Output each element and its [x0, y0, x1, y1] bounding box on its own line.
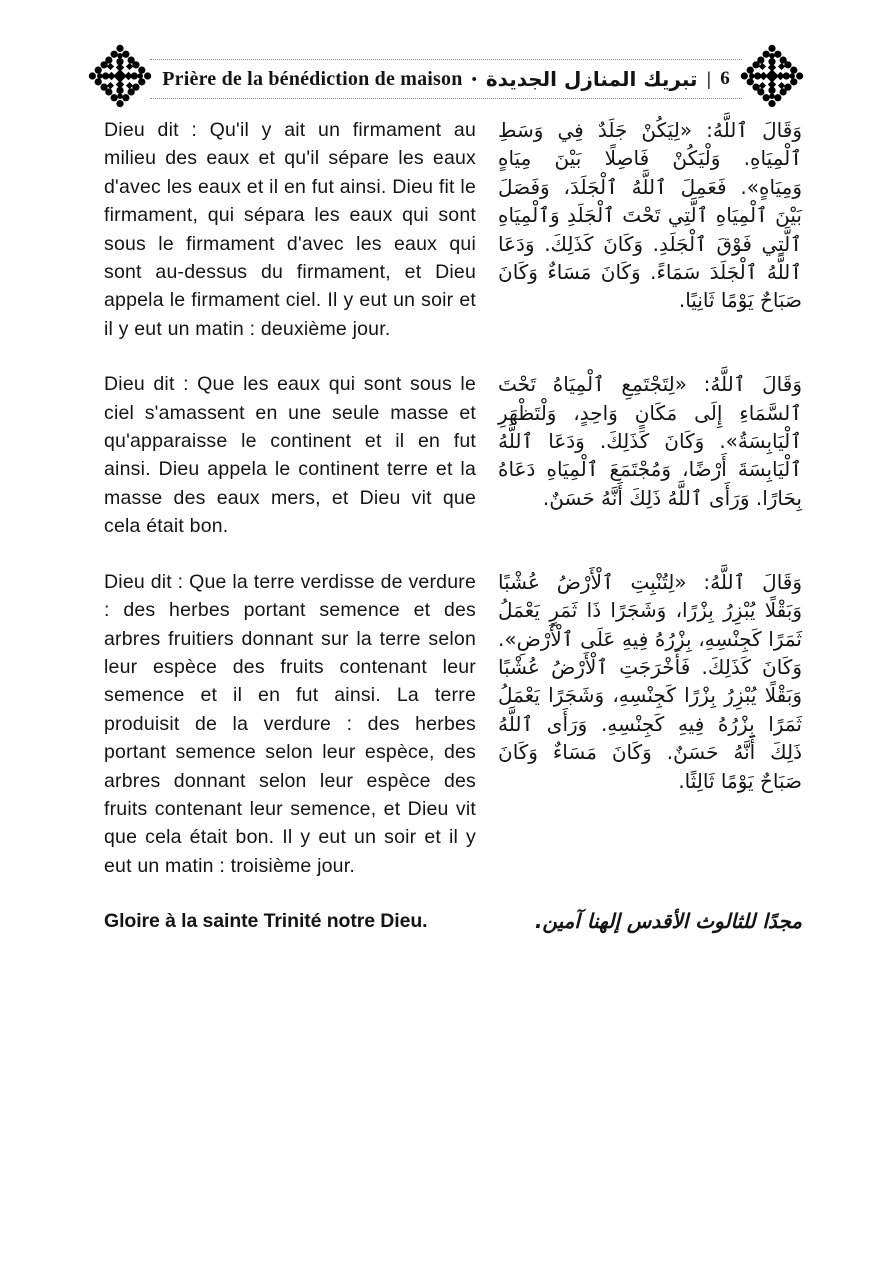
arabic-paragraph: وَقَالَ ٱللَّهُ: «لِتُنْبِتِ ٱلْأَرْضُ عُشْبًا وَبَقْلًا يُبْزِرُ بِزْرًا، وَشَجَرًا ذَا ثَمَرٍ يَعْمَلُ ثَمَرًا كَجِنْسِهِ، بِزْرُهُ فِيهِ عَلَى ٱلْأَرْضِ». وَكَانَ كَذَلِكَ. فَأَخْرَجَتِ ٱلْأَرْضُ عُشْبًا وَبَقْلًا يُبْزِرُ بِزْرًا كَجِنْسِهِ، وَشَجَرًا يَعْمَلُ ثَمَرًا بِزْرُهُ فِيهِ كَجِنْسِهِ. وَرَأَى ٱللَّهُ ذَلِكَ أَنَّهُ حَسَنٌ. وَكَانَ مَسَاءٌ وَكَانَ صَبَاحٌ يَوْمًا ثَالِثًا. — [498, 569, 802, 793]
bullet-separator-icon: • — [471, 70, 477, 88]
cross-rosette-ornament-icon — [738, 42, 806, 110]
header-title-french: Prière de la bénédiction de maison — [162, 67, 463, 90]
french-paragraph: Dieu dit : Que la terre verdisse de verdure : des herbes portant semence et des arbres fruitiers donnant sur la terre selon leur espèce des fruits contenant leur semence et il en fut ainsi. La terre produisit de la verdure : des herbes portant semence selon leur espèce, des arbres donnant selon leur espèce des fruits contenant leur semence, et Dieu vit que cela était bon. Il y eut un soir et il y eut un matin : troisième jour. — [104, 570, 476, 877]
arabic-paragraph: وَقَالَ ٱللَّهُ: «لِتَجْتَمِعِ ٱلْمِيَاهُ تَحْتَ ٱلسَّمَاءِ إِلَى مَكَانٍ وَاحِدٍ، وَلْتَظْهَرِ ٱلْيَابِسَةُ». وَكَانَ كَذَلِكَ. وَدَعَا ٱللَّهُ ٱلْيَابِسَةَ أَرْضًا، وَمُجْتَمَعَ ٱلْمِيَاهِ دَعَاهُ بِحَارًا. وَرَأَى ٱللَّهُ ذَلِكَ أَنَّهُ حَسَنٌ. — [498, 372, 802, 510]
doxology-arabic: مجدًا للثالوث الأقدس إلهنا آمين. — [534, 909, 802, 934]
french-paragraph: Dieu dit : Que les eaux qui sont sous le ciel s'amassent en une seule masse et qu'apparaisse le continent et il en fut ainsi. Dieu appela le continent terre et la masse des eaux mers, et Dieu vit que cela était bon. — [104, 373, 476, 538]
bilingual-text-body — [104, 116, 802, 962]
paragraph-row — [104, 116, 802, 343]
paragraph-row — [104, 568, 802, 880]
cross-rosette-ornament-icon — [86, 42, 154, 110]
french-paragraph: Dieu dit : Qu'il y ait un firmament au milieu des eaux et qu'il sépare les eaux d'avec les eaux et il en fut ainsi. Dieu fit le firmament, qui sépara les eaux qui sont sous le firmament d'avec les eaux qui sont au-dessus du firmament, et Dieu appela le firmament ciel. Il y eut un soir et il y eut un matin : deuxième jour. — [104, 119, 476, 340]
page-number: 6 — [720, 68, 730, 89]
doxology-french: Gloire à la sainte Trinité notre Dieu. — [104, 910, 428, 933]
header-title-arabic: تبريك المنازل الجديدة — [485, 67, 698, 91]
doxology-row — [104, 907, 802, 935]
header-rule-band — [150, 59, 742, 99]
pipe-separator: | — [706, 68, 712, 89]
page-header — [86, 42, 806, 114]
arabic-paragraph: وَقَالَ ٱللَّهُ: «لِيَكُنْ جَلَدٌ فِي وَسَطِ ٱلْمِيَاهِ. وَلْيَكُنْ فَاصِلًا بَيْنَ مِيَاهٍ وَمِيَاهٍ». فَعَمِلَ ٱللَّهُ ٱلْجَلَدَ، وَفَصَلَ بَيْنَ ٱلْمِيَاهِ ٱلَّتِي تَحْتَ ٱلْجَلَدِ وَٱلْمِيَاهِ ٱلَّتِي فَوْقَ ٱلْجَلَدِ. وَكَانَ كَذَلِكَ. وَدَعَا ٱللَّهُ ٱلْجَلَدَ سَمَاءً. وَكَانَ مَسَاءٌ وَكَانَ صَبَاحٌ يَوْمًا ثَانِيًا. — [498, 118, 802, 313]
paragraph-row — [104, 370, 802, 540]
